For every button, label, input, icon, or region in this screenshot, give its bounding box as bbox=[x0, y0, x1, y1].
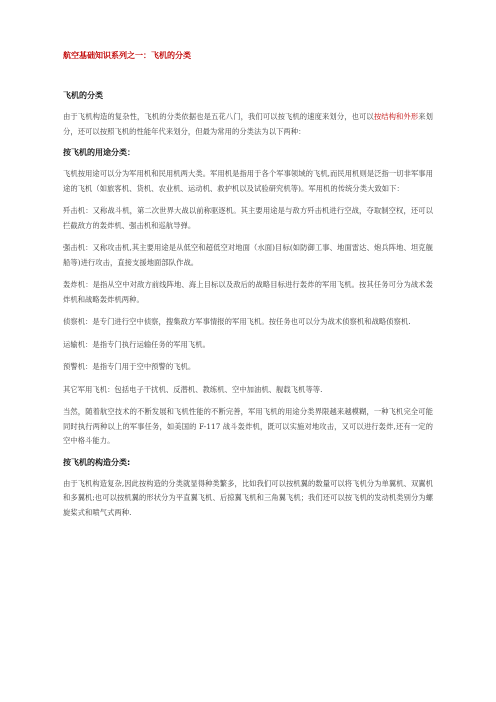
document-page bbox=[63, 50, 433, 528]
paragraph-fighter: 歼击机：又称战斗机，第二次世界大战以前称驱逐机。其主要用途是与敌方歼击机进行空战，夺取制空权，还可以拦截敌方的轰炸机、强击机和巡航导弹。 bbox=[63, 206, 433, 230]
document-title: 航空基础知识系列之一：飞机的分类 bbox=[63, 51, 191, 60]
paragraph-other-military: 其它军用飞机：包括电子干扰机、反潜机、教练机、空中加油机、舰载飞机等等. bbox=[63, 384, 323, 394]
paragraph-transport: 运输机：是指专门执行运输任务的军用飞机。 bbox=[63, 339, 210, 349]
structure-shape-link[interactable]: 按结构和外形 bbox=[373, 112, 419, 121]
paragraph-blurring-boundaries: 当然，随着航空技术的不断发展和飞机性能的不断完善，军用飞机的用途分类界限越来越模糊，一种飞机完全可能同时执行两种以上的军事任务，如美国的 F-117 战斗轰炸机，既可以实施对地攻击，又可以进行轰炸,还有一定的空中格斗能力。 bbox=[63, 407, 433, 445]
paragraph-attacker: 强击机：又称攻击机,其主要用途是从低空和超低空对地面（水面)目标(如防御工事、地面雷达、炮兵阵地、坦克舰船等)进行攻击，直接支援地面部队作战。 bbox=[63, 243, 433, 267]
paragraph-awacs: 预警机：是指专门用于空中预警的飞机。 bbox=[63, 362, 196, 371]
intro-text-a: 由于飞机构造的复杂性，飞机的分类依据也是五花八门，我们可以按飞机的速度来划分，也可以 bbox=[63, 112, 374, 121]
section-heading-classification: 飞机的分类 bbox=[63, 91, 103, 100]
section-heading-by-structure: 按飞机的构造分类: bbox=[63, 457, 131, 467]
paragraph-use-overview: 飞机按用途可以分为军用机和民用机两大类。军用机是指用于各个军事领域的飞机,而民用机则是泛指一切非军事用途的飞机（如旅客机、货机、农业机、运动机、救护机以及试验研究机等)。军用机的传统分类大致如下： bbox=[63, 169, 433, 193]
section-heading-by-use: 按飞机的用途分类： bbox=[63, 148, 135, 157]
paragraph-bomber: 轰炸机：是指从空中对敌方前线阵地、海上目标以及敌后的战略目标进行轰炸的军用飞机。按其任务可分为战术轰炸机和战略轰炸机两种。 bbox=[63, 280, 433, 304]
intro-paragraph bbox=[63, 110, 433, 139]
paragraph-structure: 由于飞机构造复杂,因此按构造的分类就显得种类繁多，比如我们可以按机翼的数量可以将飞机分为单翼机、双翼机和多翼机;也可以按机翼的形状分为平直翼飞机、后掠翼飞机和三角翼飞机；我们还可以按飞机的发动机类别分为螺旋桨式和喷气式两种. bbox=[63, 478, 433, 517]
intro-text-b: 来划分，还可以按照飞机的性能年代来划分，但最为常用的分类法为以下两种： bbox=[63, 112, 433, 136]
paragraph-recon: 侦察机：是专门进行空中侦察，搜集敌方军事情报的军用飞机。按任务也可以分为战术侦察机和战略侦察机. bbox=[63, 317, 411, 326]
